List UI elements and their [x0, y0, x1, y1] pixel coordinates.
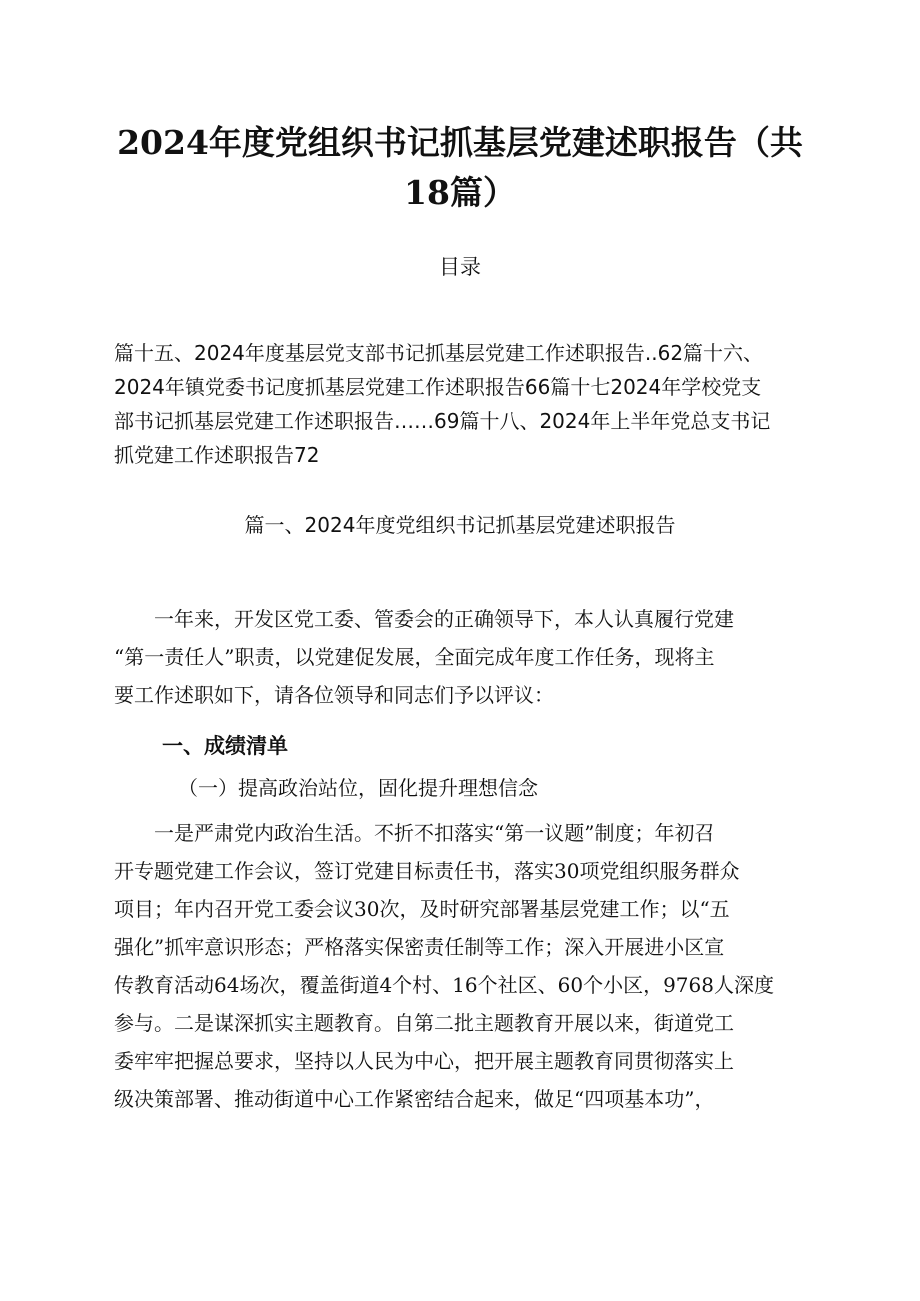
toc-line: 部书记抓基层党建工作述职报告……69篇十八、2024年上半年党总支书记: [114, 409, 771, 433]
paragraph-line: 级决策部署、推动街道中心工作紧密结合起来，做足“四项基本功”，: [114, 1087, 715, 1111]
paragraph-line: 委牢牢把握总要求，坚持以人民为中心，把开展主题教育同贯彻落实上: [114, 1049, 734, 1073]
intro-paragraph: [114, 600, 830, 714]
heading-achievements: 一、成绩清单: [162, 734, 288, 758]
paragraph-line: 开专题党建工作会议，签订党建目标责任书，落实30项党组织服务群众: [114, 859, 740, 883]
document-title-line-1: 2024年度党组织书记抓基层党建述职报告（共: [117, 123, 803, 162]
paragraph-line: 要工作述职如下，请各位领导和同志们予以评议：: [114, 683, 554, 707]
toc-heading: 目录: [439, 255, 481, 279]
paragraph-line: 一年来，开发区党工委、管委会的正确领导下，本人认真履行党建: [154, 607, 734, 631]
paragraph-line: 参与。二是谋深抓实主题教育。自第二批主题教育开展以来，街道党工: [114, 1011, 734, 1035]
heading-political-stance: （一）提高政治站位，固化提升理想信念: [178, 776, 538, 800]
table-of-contents: [114, 336, 822, 472]
paragraph-line: 一是严肃党内政治生活。不折不扣落实“第一议题”制度；年初召: [154, 821, 715, 845]
toc-line: 篇十五、2024年度基层党支部书记抓基层党建工作述职报告..62篇十六、: [114, 341, 764, 365]
toc-line: 抓党建工作述职报告72: [114, 443, 320, 467]
paragraph-line: “第一责任人”职责，以党建促发展，全面完成年度工作任务，现将主: [114, 645, 715, 669]
paragraph-line: 强化”抓牢意识形态；严格落实保密责任制等工作；深入开展进小区宣: [114, 935, 725, 959]
document-title: [100, 118, 820, 218]
body-paragraph: [114, 814, 830, 1118]
paragraph-line: 传教育活动64场次，覆盖街道4个村、16个社区、60个小区，9768人深度: [114, 973, 774, 997]
paragraph-line: 项目；年内召开党工委会议30次，及时研究部署基层党建工作；以“五: [114, 897, 730, 921]
toc-line: 2024年镇党委书记度抓基层党建工作述职报告66篇十七2024年学校党支: [114, 375, 762, 399]
document-title-line-2: 18篇）: [404, 173, 516, 212]
section-title: 篇一、2024年度党组织书记抓基层党建述职报告: [244, 513, 676, 537]
